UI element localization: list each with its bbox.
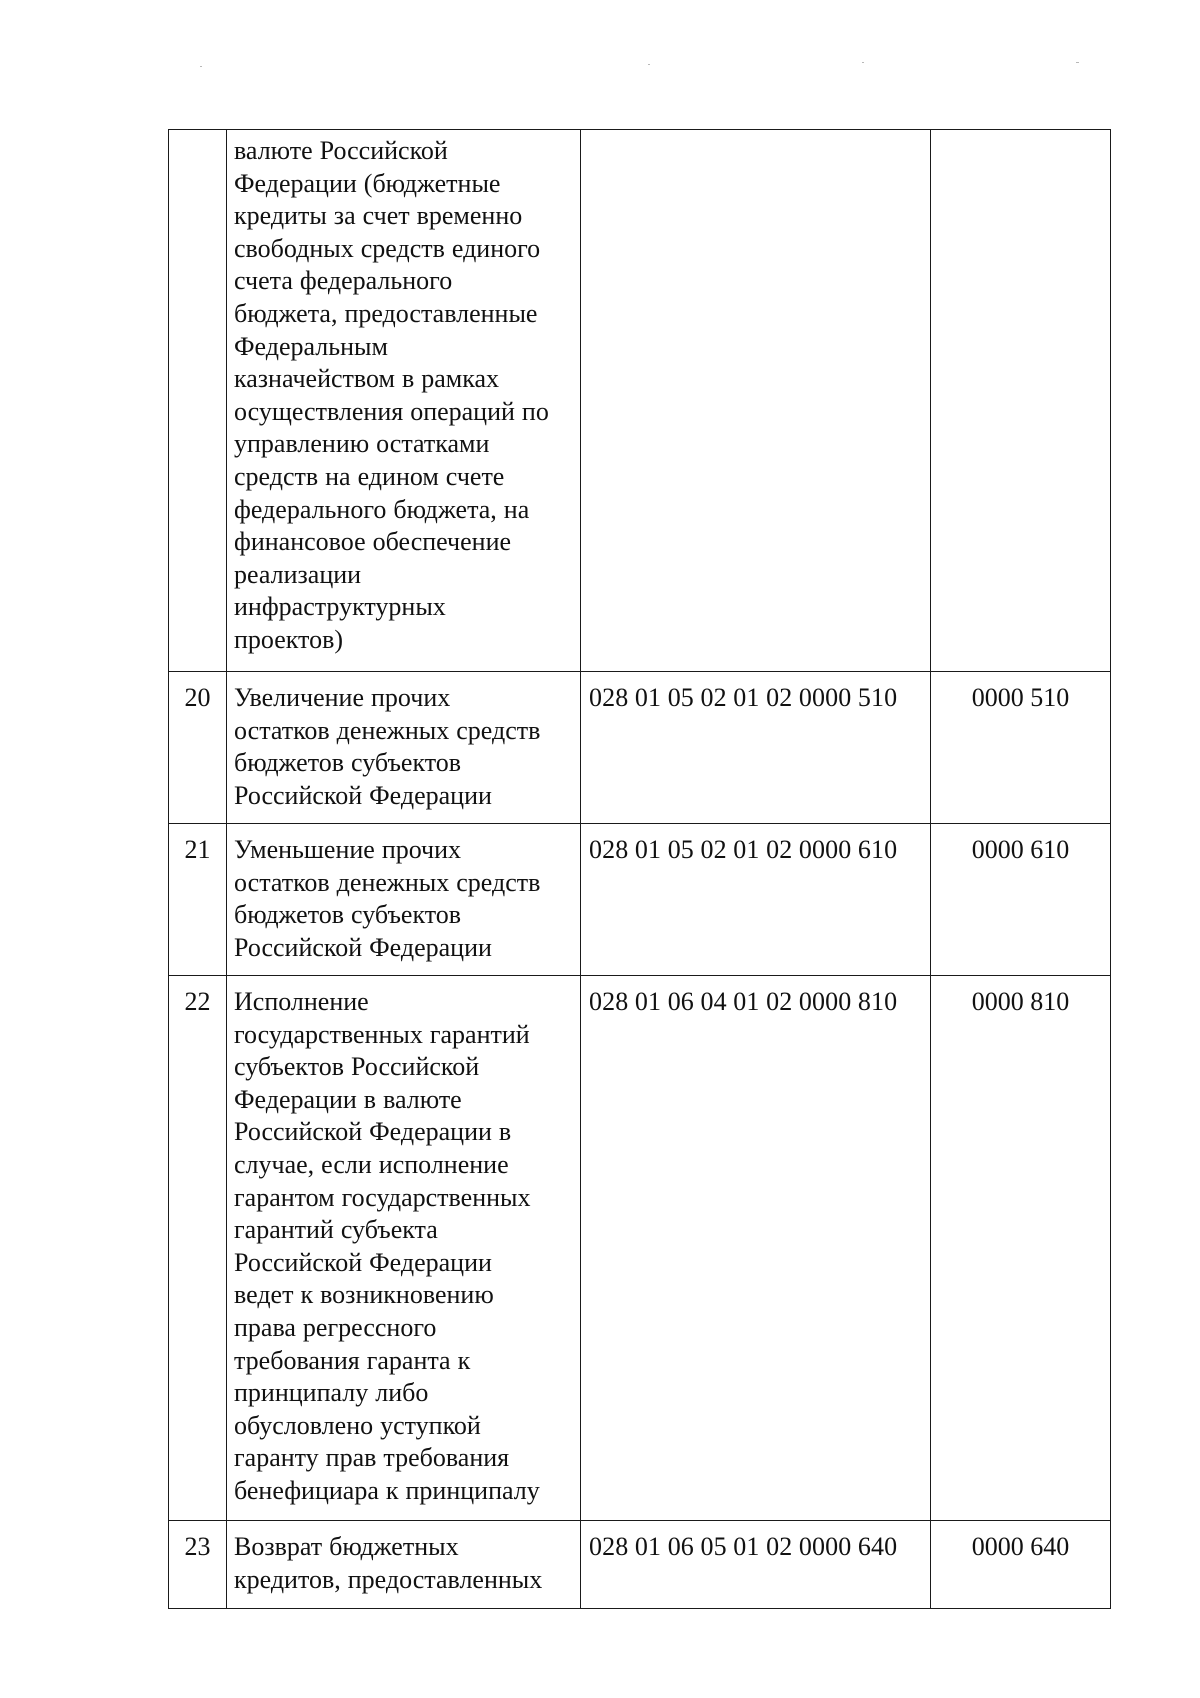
- row-code: 028 01 05 02 01 02 0000 610: [581, 824, 931, 976]
- row-name: Возврат бюджетных кредитов, предоставленных: [227, 1521, 581, 1609]
- table-row: [169, 824, 1111, 976]
- row-short-code: 0000 810: [931, 976, 1111, 1521]
- table-row: [169, 1521, 1111, 1609]
- scan-artifact: [862, 62, 864, 63]
- row-short-code: [931, 130, 1111, 672]
- scan-artifact: [1076, 62, 1079, 63]
- table-row: [169, 976, 1111, 1521]
- row-name: Исполнение государственных гарантий субъектов Российской Федерации в валюте Российской Федерации в случае, если исполнение гарантом государственных гарантий субъекта Российской Федерации ведет к возникновению права регрессного требования гаранта к принципалу либо обусловлено уступкой гаранту прав требования бенефициара к принципалу: [227, 976, 581, 1521]
- row-number: 21: [169, 824, 227, 976]
- row-short-code: 0000 640: [931, 1521, 1111, 1609]
- row-code: [581, 130, 931, 672]
- row-number: 22: [169, 976, 227, 1521]
- row-code: 028 01 06 04 01 02 0000 810: [581, 976, 931, 1521]
- budget-codes-table: [168, 129, 1111, 1609]
- row-number: 20: [169, 672, 227, 824]
- row-code: 028 01 05 02 01 02 0000 510: [581, 672, 931, 824]
- scan-artifact: [200, 66, 202, 67]
- table-row: [169, 130, 1111, 672]
- row-code: 028 01 06 05 01 02 0000 640: [581, 1521, 931, 1609]
- scan-artifact: [648, 64, 650, 65]
- row-short-code: 0000 510: [931, 672, 1111, 824]
- row-short-code: 0000 610: [931, 824, 1111, 976]
- row-number: 23: [169, 1521, 227, 1609]
- row-name: Увеличение прочих остатков денежных средств бюджетов субъектов Российской Федерации: [227, 672, 581, 824]
- row-number: [169, 130, 227, 672]
- row-name: валюте Российской Федерации (бюджетные кредиты за счет временно свободных средств единого счета федерального бюджета, предоставленные Федеральным казначейством в рамках осуществления операций по управлению остатками средств на едином счете федерального бюджета, на финансовое обеспечение реализации инфраструктурных проектов): [227, 130, 581, 672]
- row-name: Уменьшение прочих остатков денежных средств бюджетов субъектов Российской Федерации: [227, 824, 581, 976]
- table-row: [169, 672, 1111, 824]
